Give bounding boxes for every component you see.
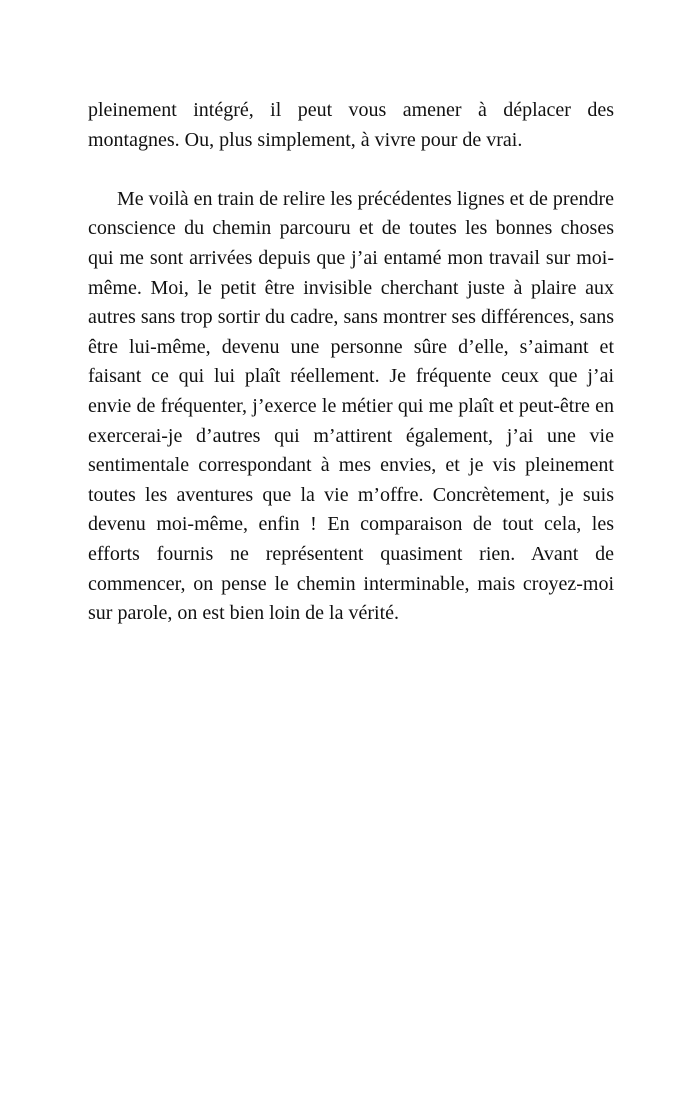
paragraph-continuation: pleinement intégré, il peut vous amener à déplacer des montagnes. Ou, plus simplement, à vivre pour de vrai.	[88, 99, 614, 151]
paragraph-reflection: Me voilà en train de relire les précédentes lignes et de prendre conscience du chemin parcouru et de toutes les bonnes choses qui me sont arrivées depuis que j’ai entamé mon travail sur moi-même. Moi, le petit être invisible cherchant juste à plaire aux autres sans trop sortir du cadre, sans montrer ses différences, sans être lui-même, devenu une personne sûre d’elle, s’aimant et faisant ce qui lui plaît réellement. Je fréquente ceux que j’ai envie de fréquenter, j’exerce le métier qui me plaît et peut-être en exercerai-je d’autres qui m’attirent également, j’ai une vie sentimentale correspondant à mes envies, et je vis pleinement toutes les aventures que la vie m’offre. Concrètement, je suis devenu moi-même, enfin ! En comparaison de tout cela, les efforts fournis ne représentent quasiment rien. Avant de commencer, on pense le chemin interminable, mais croyez-moi sur parole, on est bien loin de la vérité.	[88, 187, 615, 625]
body-text	[88, 96, 614, 629]
